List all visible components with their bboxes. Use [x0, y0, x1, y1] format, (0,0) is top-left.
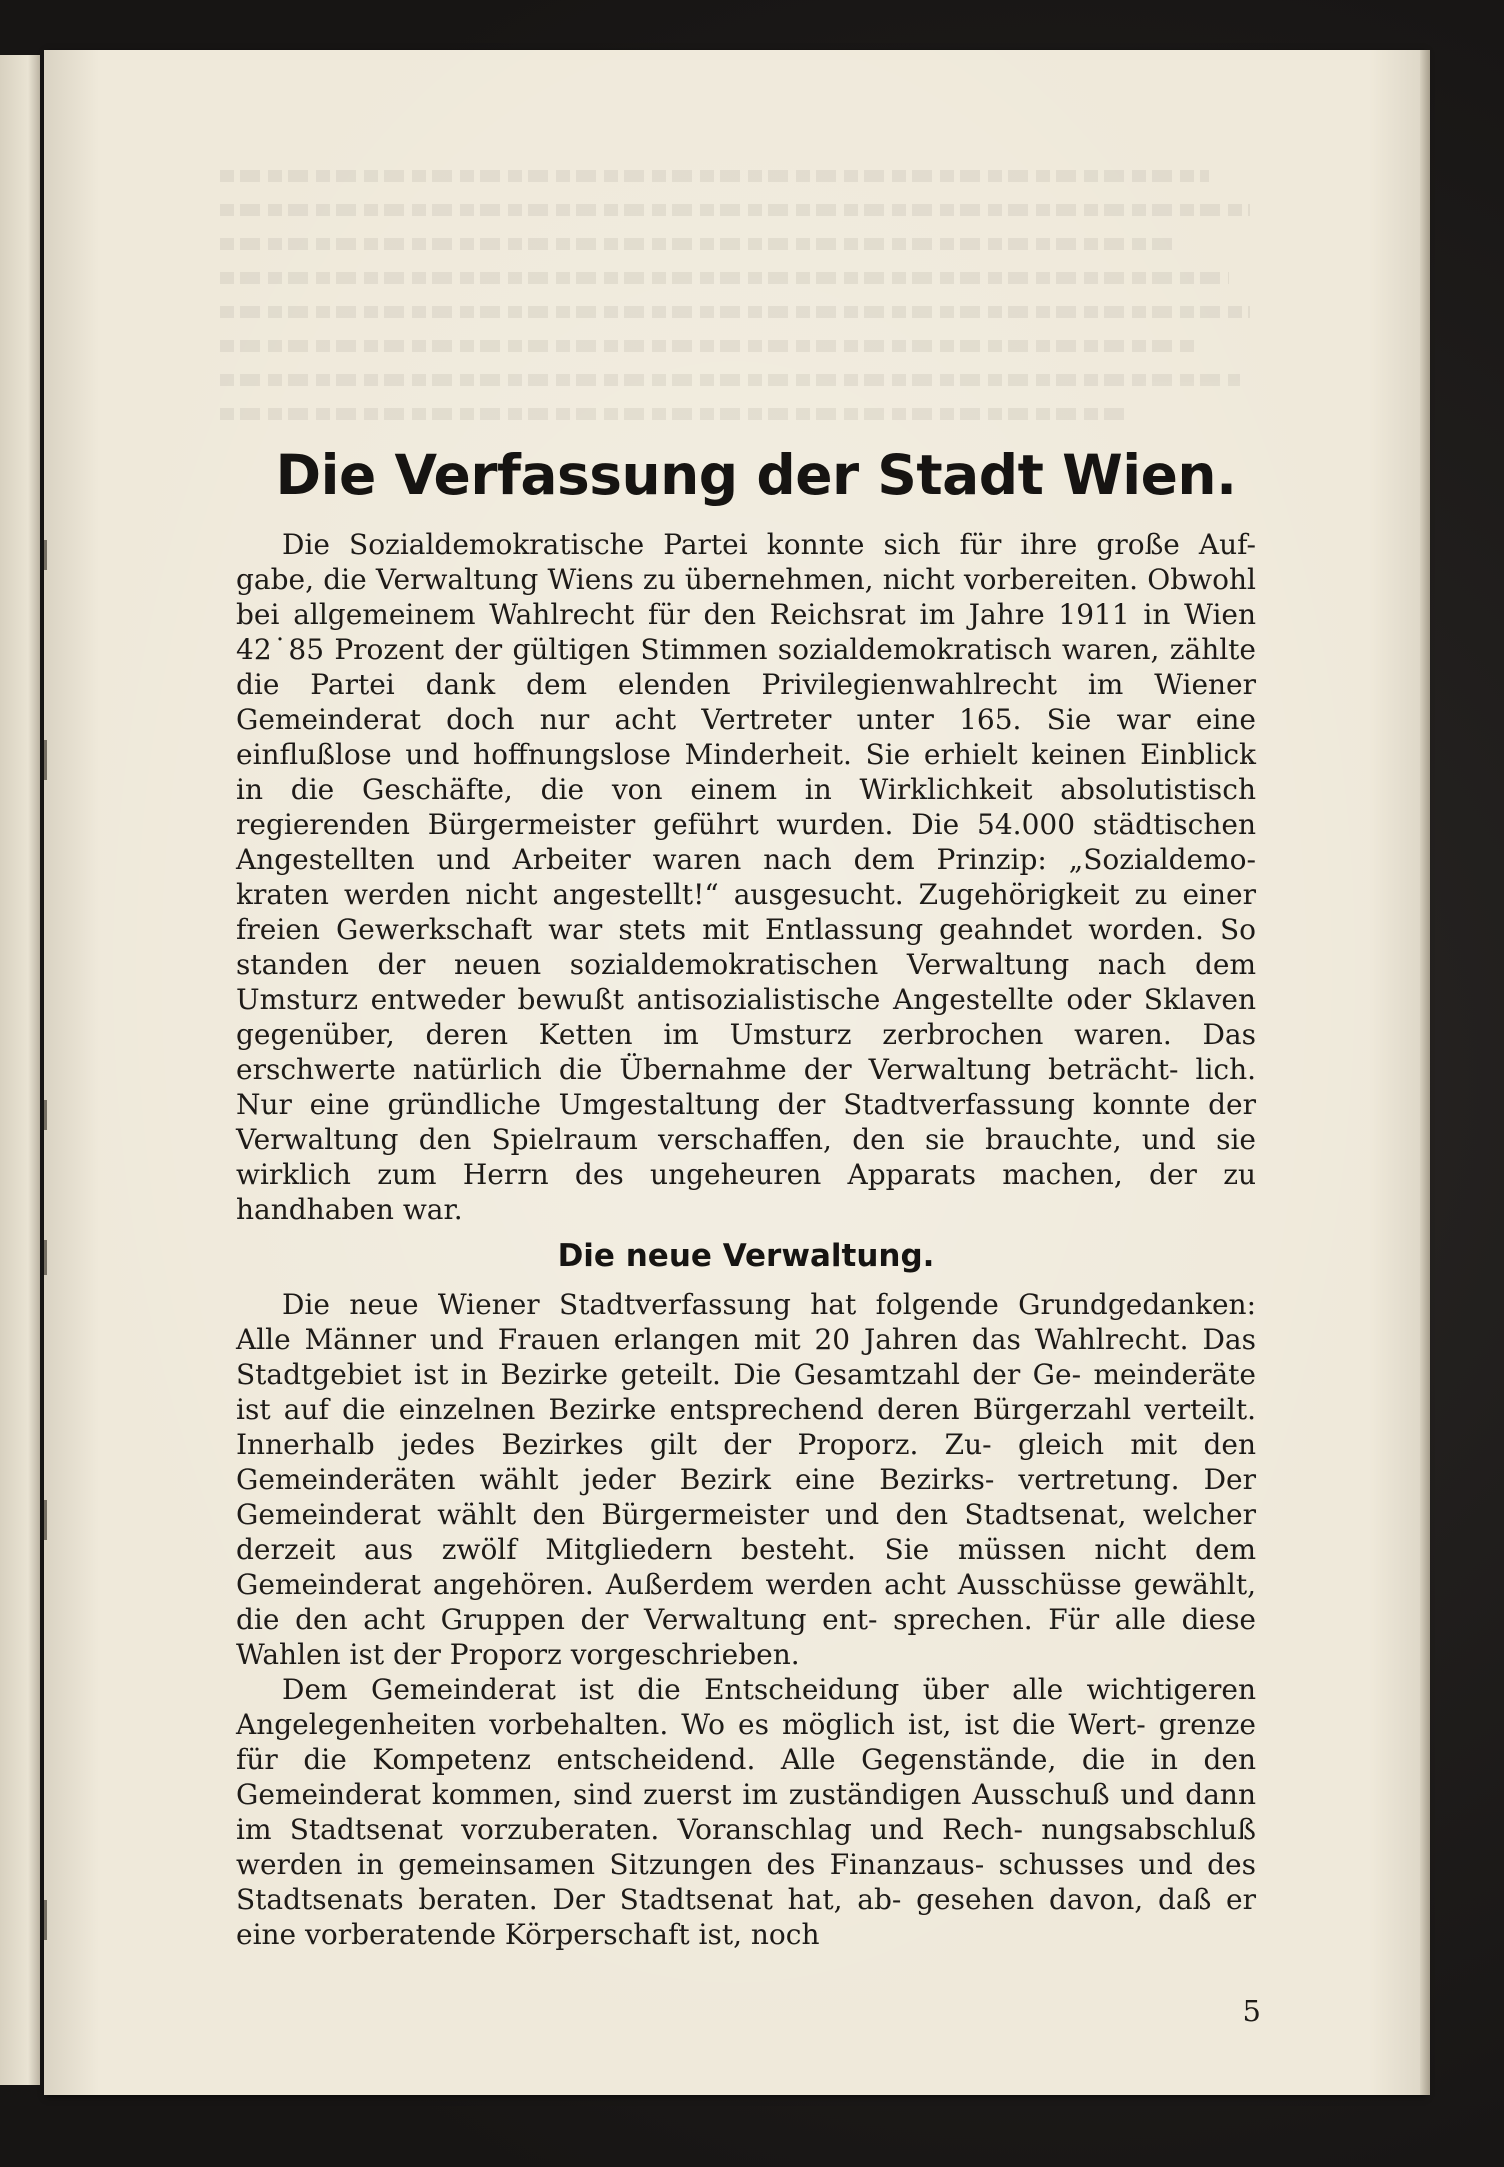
page-number: 5 — [1242, 1994, 1261, 2028]
paragraph: Die neue Wiener Stadtverfassung hat folgende Grundgedanken: Alle Männer und Frauen erlangen mit 20 Jahren das Wahlrecht. Das Stadtgebiet ist in Bezirke geteilt. Die Gesamtzahl der Ge- meinderäte ist auf die einzelnen Bezirke entsprechend deren Bürgerzahl verteilt. Innerhalb jedes Bezirkes gilt der Proporz. Zu- gleich mit den Gemeinderäten wählt jeder Bezirk eine Bezirks- vertretung. Der Gemeinderat wählt den Bürgermeister und den Stadtsenat, welcher derzeit aus zwölf Mitgliedern besteht. Sie müssen nicht dem Gemeinderat angehören. Außerdem werden acht Ausschüsse gewählt, die den acht Gruppen der Verwaltung ent- sprechen. Für alle diese Wahlen ist der Proporz vorgeschrieben. — [236, 1288, 1257, 1671]
show-through-text — [220, 170, 1250, 470]
paragraph: Die Sozialdemokratische Partei konnte sich für ihre große Auf- gabe, die Verwaltung Wiens zu übernehmen, nicht vorbereiten. Obwohl bei allgemeinem Wahlrecht für den Reichsrat im Jahre 1911 in Wien 42˙85 Prozent der gültigen Stimmen sozialdemokratisch waren, zählte die Partei dank dem elenden Privilegienwahlrecht im Wiener Gemeinderat doch nur acht Vertreter unter 165. Sie war eine einflußlose und hoffnungslose Minderheit. Sie erhielt keinen Einblick in die Geschäfte, die von einem in Wirklichkeit absolutistisch regierenden Bürgermeister geführt wurden. Die 54.000 städtischen Angestellten und Arbeiter waren nach dem Prinzip: „Sozialdemo- kraten werden nicht angestellt!“ ausgesucht. Zugehörigkeit zu einer freien Gewerkschaft war stets mit Entlassung geahndet worden. So standen der neuen sozialdemokratischen Verwaltung nach dem Umsturz entweder bewußt antisozialistische Angestellte oder Sklaven gegenüber, deren Ketten im Umsturz zerbrochen waren. Das erschwerte natürlich die Übernahme der Verwaltung beträcht- lich. Nur eine gründliche Umgestaltung der Stadtverfassung konnte der Verwaltung den Spielraum verschaffen, den sie brauchte, und sie wirklich zum Herrn des ungeheuren Apparats machen, der zu handhaben war. — [236, 528, 1257, 1226]
facing-page-edge — [0, 55, 40, 2085]
section-new-administration — [236, 1287, 1256, 1952]
section-heading: Die neue Verwaltung. — [557, 1238, 935, 1274]
paragraph: Dem Gemeinderat ist die Entscheidung über alle wichtigeren Angelegenheiten vorbehalten. Wo es möglich ist, ist die Wert- grenze für die Kompetenz entscheidend. Alle Gegenstände, die in den Gemeinderat kommen, sind zuerst im zuständigen Ausschuß und dann im Stadtsenat vorzuberaten. Voranschlag und Rech- nungsabschluß werden in gemeinsamen Sitzungen des Finanzaus- schusses und des Stadtsenats beraten. Der Stadtsenat hat, ab- gesehen davon, daß er eine vorberatende Körperschaft ist, noch — [236, 1673, 1257, 1951]
page-edge — [1420, 50, 1430, 2095]
page-title: Die Verfassung der Stadt Wien. — [275, 443, 1237, 507]
binding-edge-marks — [42, 540, 58, 1940]
section-intro — [236, 527, 1256, 1227]
